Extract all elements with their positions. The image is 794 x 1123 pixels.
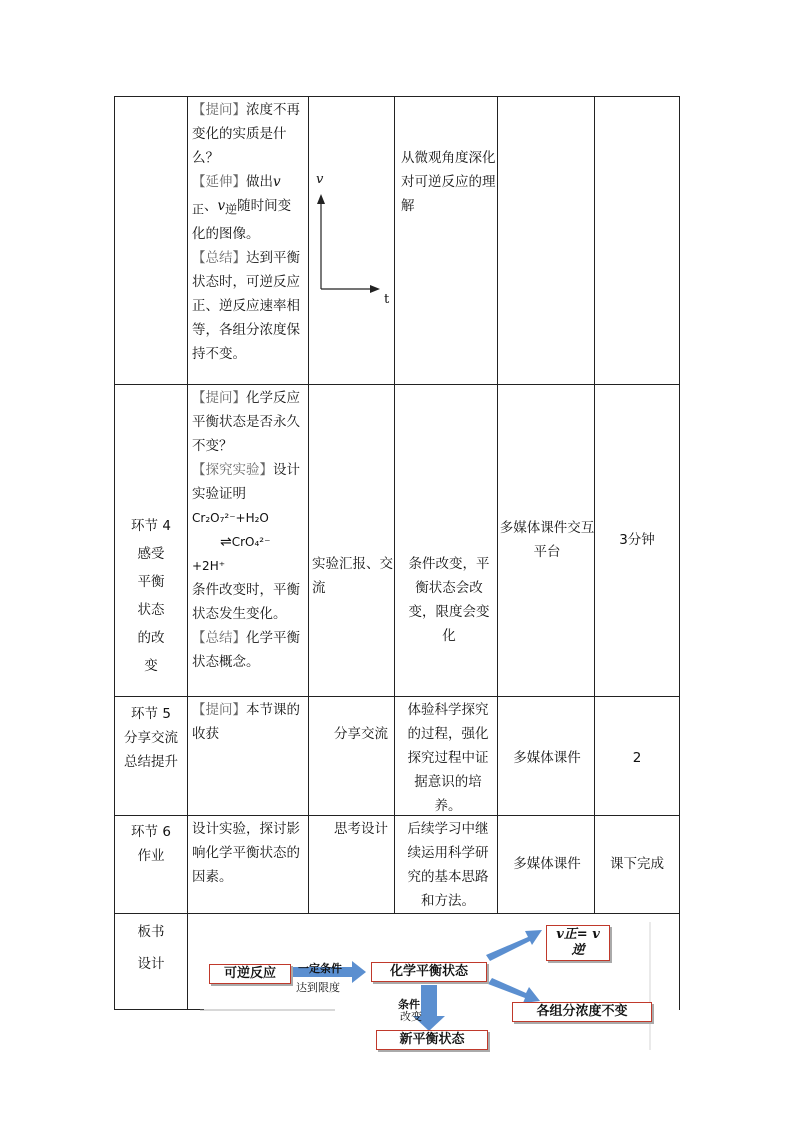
v-positive-sub: 正	[192, 202, 205, 217]
summary-text: 达到平衡状态时，可逆反应正、逆反应速率相等，各组分浓度保持不变。	[192, 249, 300, 362]
reversible-reaction-box: 可逆反应	[209, 964, 291, 984]
extension-post: 随时间变化的图像。	[192, 198, 292, 242]
stage-line: 分享交流	[124, 730, 178, 746]
experiment-tag: 【探究实验】	[192, 462, 273, 478]
r4-activity-cell: 设计实验，探讨影响化学平衡状态的因素。	[192, 821, 300, 885]
v-negative-sub: 逆	[225, 202, 238, 217]
stage-line: 板书	[137, 924, 165, 940]
condition-text: 条件改变时，平衡状态发生变化。	[192, 582, 300, 622]
equilibrium-arrows-icon: ⇌	[220, 534, 232, 550]
summary-tag: 【总结】	[192, 249, 246, 266]
x-axis-label: t	[384, 292, 390, 307]
formula-product: CrO₄²⁻	[231, 535, 271, 549]
r4-goal-cell: 后续学习中继续运用科学研究的基本思路和方法。	[407, 821, 489, 909]
v-symbol-2: v	[217, 198, 226, 214]
stage-line: 的改	[137, 630, 165, 646]
stage-line: 感受	[137, 546, 165, 562]
r2-time-cell: 3分钟	[619, 532, 655, 548]
condition-label-bottom: 达到限度	[296, 981, 340, 994]
r3-goal-cell: 体验科学探究的过程，强化探究过程中证据意识的培养。	[407, 702, 489, 814]
extension-pre: 做出	[246, 174, 273, 190]
formula-line-1: Cr₂O₇²⁻+H₂O	[192, 511, 269, 525]
question-text: 本节课的收获	[192, 702, 300, 742]
stage-line: 作业	[137, 848, 165, 864]
r3-time-cell: 2	[632, 750, 642, 766]
experiment-text: 设计实验证明	[192, 462, 300, 502]
stage-line: 环节 5	[131, 706, 171, 722]
r2-media-cell: 多媒体课件交互平台	[499, 520, 595, 560]
summary-tag: 【总结】	[192, 630, 246, 646]
v-symbol: v	[273, 174, 281, 190]
stage-line: 平衡	[137, 574, 165, 590]
extension-tag: 【延伸】	[192, 174, 246, 190]
chemical-equilibrium-box: 化学平衡状态	[371, 962, 487, 982]
question-text: 浓度不再变化的实质是什么？	[192, 102, 300, 166]
new-equilibrium-box: 新平衡状态	[376, 1030, 488, 1050]
r3-student-cell: 分享交流	[334, 726, 388, 742]
question-tag: 【提问】	[192, 102, 246, 118]
stage-line: 状态	[137, 602, 165, 618]
change-label-top: 条件	[398, 998, 420, 1011]
stage-line: 环节 6	[131, 824, 171, 840]
r2-goal-cell: 条件改变，平衡状态会改变，限度会变化	[408, 556, 490, 644]
r2-student-cell: 实验汇报、交流	[312, 556, 393, 596]
summary-text: 化学平衡状态概念。	[192, 630, 300, 670]
condition-label-top: 一定条件	[298, 962, 342, 975]
r4-time-cell: 课下完成	[610, 856, 664, 872]
separator: 、	[204, 198, 218, 214]
question-text: 化学反应平衡状态是否永久不变？	[192, 390, 300, 454]
r3-media-cell: 多媒体课件	[513, 750, 581, 766]
y-axis-label: v	[316, 172, 324, 187]
r4-media-cell: 多媒体课件	[513, 856, 581, 872]
stage-line: 设计	[137, 956, 165, 972]
formula-line-3: +2H⁺	[192, 559, 226, 573]
change-label-bottom: 改变	[400, 1010, 422, 1023]
rates-equal-box: v正= v逆	[546, 925, 610, 961]
concentration-constant-box: 各组分浓度不变	[512, 1002, 652, 1022]
stage-line: 环节 4	[131, 518, 171, 534]
stage-line: 总结提升	[124, 754, 178, 770]
r1-goal-cell: 从微观角度深化对可逆反应的理解	[401, 150, 496, 214]
r4-student-cell: 思考设计	[334, 821, 388, 837]
stage-line: 变	[144, 658, 158, 674]
question-tag: 【提问】	[192, 702, 246, 718]
question-tag: 【提问】	[192, 390, 246, 406]
